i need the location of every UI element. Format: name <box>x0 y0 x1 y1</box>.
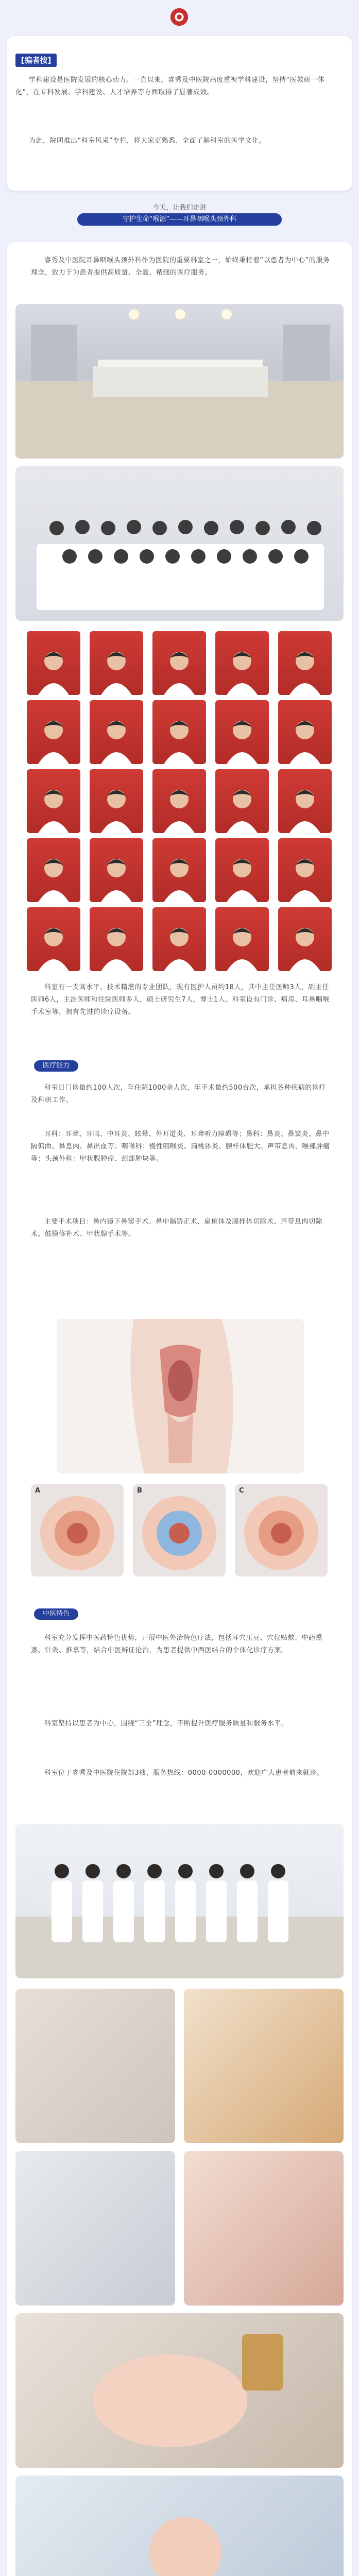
ear-label-b: B <box>137 1487 142 1495</box>
body-paragraph-8: 科室位于睿秀及中医院住院部3楼，服务热线：0000-0000000，欢迎广大患者前来就诊。 <box>44 1769 324 1777</box>
section-heading-line1: 今天，让我们走进 <box>152 204 207 212</box>
body-paragraph-5: 主要手术项目：鼻内镜下鼻窦手术、鼻中隔矫正术、扁桃体及腺样体切除术、声带息肉切除术、鼓膜修补术、甲状腺手术等。 <box>31 1218 323 1238</box>
body-paragraph-1: 睿秀及中医院耳鼻咽喉头颈外科作为医院的重要科室之一，始终秉持着“以患者为中心”的服务理念，致力于为患者提供高质量、全面、精细的医疗服务。 <box>31 257 330 277</box>
treatment-photo-3 <box>15 2151 175 2306</box>
body-paragraph-6: 科室充分发挥中医药特色优势，开展中医外治特色疗法，包括耳穴压豆、穴位贴敷、中药熏蒸、针灸、推拿等，结合中医辨证论治，为患者提供中西医结合的个体化诊疗方案。 <box>31 1634 323 1654</box>
body-paragraph-2: 科室有一支高水平、技术精湛的专业团队，现有医护人员约18人，其中主任医师3人，副主任医师6人，主治医师和住院医师多人，硕士研究生7人，博士1人。科室设有门诊、病房、耳鼻咽喉手术室等，拥有先进的诊疗设备。 <box>31 984 330 1016</box>
patient-care-photo <box>15 2476 344 2576</box>
body-paragraph-3: 科室日门诊量约100人次，年住院1000余人次，年手术量约500台次，承担各种疾病的诊疗及科研工作。 <box>31 1084 326 1104</box>
nurses-group-photo <box>15 1824 344 1978</box>
staff-portrait-grid <box>27 631 332 971</box>
body-paragraph-4: 耳科：耳聋、耳鸣、中耳炎、眩晕、外耳道炎、耳聋听力障碍等；鼻科：鼻炎、鼻窦炎、鼻中隔偏曲、鼻息肉、鼻出血等；咽喉科：慢性咽喉炎、扁桃体炎、腺样体肥大、声带息肉、喉部肿瘤等；头颈外科：甲状腺肿瘤、颈部肿块等。 <box>31 1130 330 1163</box>
team-group-photo <box>15 466 344 621</box>
ear-label-c: C <box>239 1487 244 1495</box>
body-paragraph-7: 科室坚持以患者为中心，围绕“三全”理念，不断提升医疗服务质量和服务水平。 <box>44 1720 288 1727</box>
treatment-photo-2 <box>184 1989 344 2143</box>
section-medical-ability: 医疗能力 <box>34 1060 78 1072</box>
intro-paragraph-2: 为此，院团推出“科室风采”专栏，将大家更熟悉、全面了解科室的医学文化。 <box>29 137 266 145</box>
ear-illustration-c <box>235 1484 328 1577</box>
lobby-photo <box>15 304 344 459</box>
section-tcm-features: 中医特色 <box>34 1608 78 1620</box>
intro-card <box>7 36 352 191</box>
sunburst-logo-icon <box>169 7 189 27</box>
ear-illustration-a <box>31 1484 124 1577</box>
treatment-photo-4 <box>184 2151 344 2306</box>
treatment-photo-1 <box>15 1989 175 2143</box>
ear-label-a: A <box>35 1487 41 1495</box>
editor-note-tag: [编者按] <box>15 54 57 67</box>
intro-paragraph-1: 学科建设是医院发展的核心动力。一直以来，睿秀及中医院高度重视学科建设，坚持“医教研一体化”，在专科发展、学科建设、人才培养等方面取得了显著成效。 <box>15 76 325 96</box>
section-heading-line2: 守护生命“喉源”——耳鼻咽喉头颈外科 <box>77 213 282 226</box>
ear-illustration-b <box>133 1484 226 1577</box>
throat-anatomy-illustration <box>57 1319 304 1473</box>
moxibustion-photo <box>15 2313 344 2468</box>
